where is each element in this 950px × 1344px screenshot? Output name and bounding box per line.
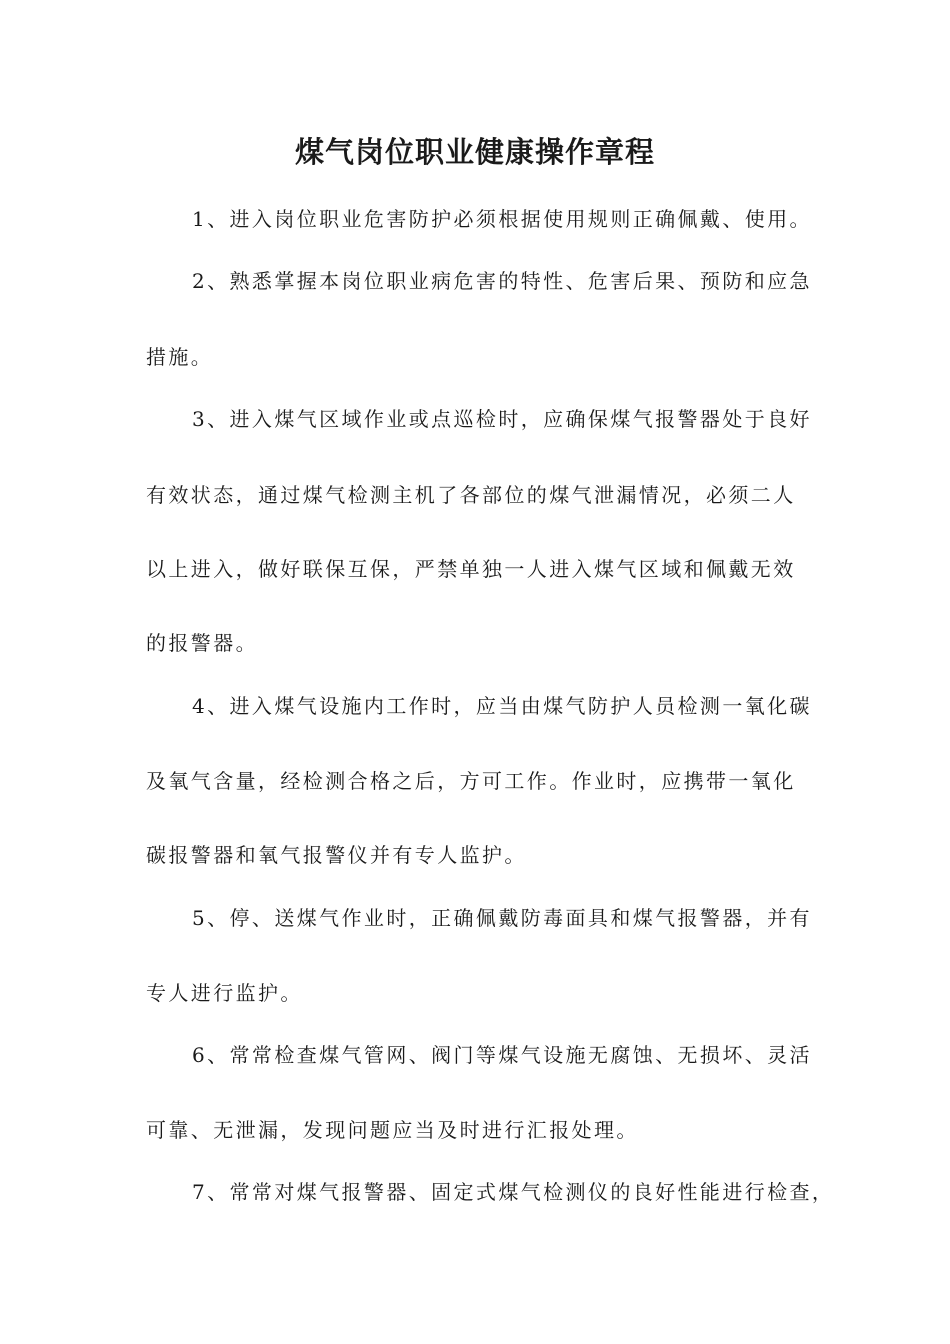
- rule-6-line-2: 可靠、无泄漏，发现问题应当及时进行汇报处理。: [146, 1118, 639, 1142]
- rule-3-line-4: 的报警器。: [146, 631, 258, 655]
- rule-1-line-1: 1、进入岗位职业危害防护必须根据使用规则正确佩戴、使用。: [192, 207, 812, 231]
- rule-5-line-2: 专人进行监护。: [146, 981, 303, 1005]
- rule-3-line-3: 以上进入，做好联保互保，严禁单独一人进入煤气区域和佩戴无效: [146, 557, 796, 581]
- rule-2-line-2: 措施。: [146, 345, 214, 369]
- rule-4-line-1: 4、进入煤气设施内工作时，应当由煤气防护人员检测一氧化碳: [192, 694, 812, 718]
- rule-6-line-1: 6、常常检查煤气管网、阀门等煤气设施无腐蚀、无损坏、灵活: [192, 1043, 812, 1067]
- rule-4-line-3: 碳报警器和氧气报警仪并有专人监护。: [146, 843, 527, 867]
- rule-2-line-1: 2、熟悉掌握本岗位职业病危害的特性、危害后果、预防和应急: [192, 269, 812, 293]
- rule-5-line-1: 5、停、送煤气作业时，正确佩戴防毒面具和煤气报警器，并有: [192, 906, 812, 930]
- rule-4-line-2: 及氧气含量，经检测合格之后，方可工作。作业时，应携带一氧化: [146, 769, 796, 793]
- rule-7-line-1: 7、常常对煤气报警器、固定式煤气检测仪的良好性能进行检查，: [192, 1180, 835, 1204]
- document-title: 煤气岗位职业健康操作章程: [294, 135, 655, 169]
- rule-3-line-2: 有效状态，通过煤气检测主机了各部位的煤气泄漏情况，必须二人: [146, 483, 796, 507]
- rule-3-line-1: 3、进入煤气区域作业或点巡检时，应确保煤气报警器处于良好: [192, 407, 812, 431]
